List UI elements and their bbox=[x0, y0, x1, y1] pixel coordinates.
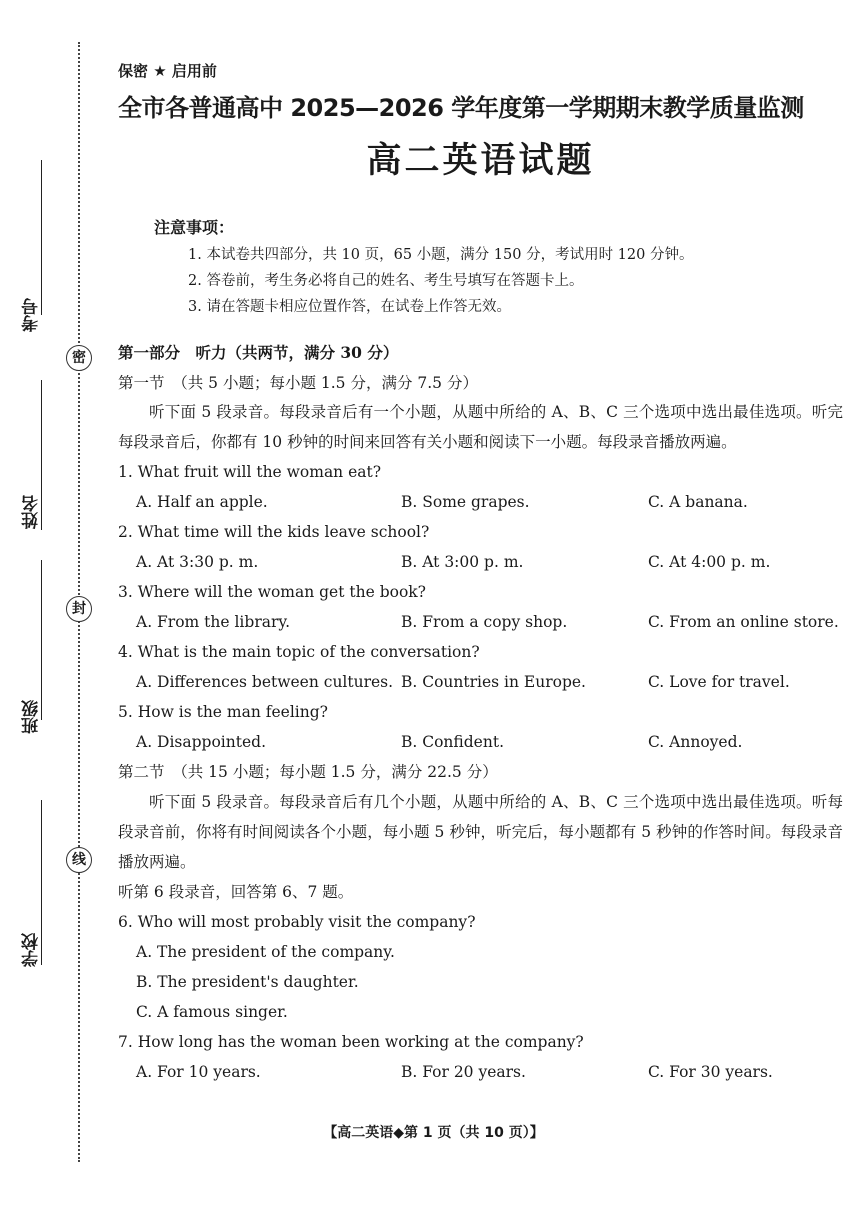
option-b: B. The president's daughter. bbox=[136, 973, 359, 991]
option-c: C. Love for travel. bbox=[648, 673, 790, 691]
notice-item: 3. 请在答题卡相应位置作答，在试卷上作答无效。 bbox=[188, 299, 511, 315]
question-4: 4. What is the main topic of the conversation? bbox=[118, 643, 480, 661]
part1-title: 第一部分 听力（共两节，满分 30 分） bbox=[118, 343, 399, 362]
option-b: B. For 20 years. bbox=[401, 1063, 526, 1081]
option-a: A. Half an apple. bbox=[136, 493, 268, 511]
question-1: 1. What fruit will the woman eat? bbox=[118, 463, 382, 481]
question-5: 5. How is the man feeling? bbox=[118, 703, 328, 721]
recording-6-instruction: 听第 6 段录音，回答第 6、7 题。 bbox=[118, 883, 354, 901]
seal-char-mi: 密 bbox=[66, 345, 92, 371]
option-b: B. Some grapes. bbox=[401, 493, 530, 511]
question-3: 3. Where will the woman get the book? bbox=[118, 583, 426, 601]
option-a: A. Disappointed. bbox=[136, 733, 266, 751]
option-c: C. At 4:00 p. m. bbox=[648, 553, 771, 571]
options-3 bbox=[118, 607, 843, 637]
notice-item: 1. 本试卷共四部分，共 10 页，65 小题，满分 150 分，考试用时 120 分钟。 bbox=[188, 247, 694, 263]
section2-title: 第二节 （共 15 小题；每小题 1.5 分，满分 22.5 分） bbox=[118, 763, 498, 781]
option-a: A. At 3:30 p. m. bbox=[136, 553, 259, 571]
question-2: 2. What time will the kids leave school? bbox=[118, 523, 430, 541]
section1-title: 第一节 （共 5 小题；每小题 1.5 分，满分 7.5 分） bbox=[118, 374, 478, 392]
option-c: C. From an online store. bbox=[648, 613, 839, 631]
options-5 bbox=[118, 727, 843, 757]
question-6: 6. Who will most probably visit the company? bbox=[118, 913, 476, 931]
section2-instructions: 听下面 5 段录音。每段录音后有几个小题，从题中所给的 A、B、C 三个选项中选出最佳选项。听每段录音前，你将有时间阅读各个小题，每小题 5 秒钟，听完后，每小题都有 5 秒钟的作答时间。每段录音播放两遍。 bbox=[118, 793, 843, 871]
subject-title: 高二英语试题 bbox=[366, 141, 595, 181]
exam-page bbox=[118, 60, 843, 1087]
option-b: B. At 3:00 p. m. bbox=[401, 553, 524, 571]
options-4 bbox=[118, 667, 843, 697]
option-a: A. The president of the company. bbox=[136, 943, 395, 961]
option-b: B. Countries in Europe. bbox=[401, 673, 586, 691]
question-7: 7. How long has the woman been working at the company? bbox=[118, 1033, 584, 1051]
option-c: C. For 30 years. bbox=[648, 1063, 773, 1081]
school-label: 学校 bbox=[22, 933, 42, 967]
options-2 bbox=[118, 547, 843, 577]
option-c: C. A famous singer. bbox=[136, 1003, 288, 1021]
option-a: A. Differences between cultures. bbox=[136, 673, 394, 691]
exam-number-label: 考号 bbox=[22, 298, 42, 332]
class-line bbox=[41, 560, 42, 720]
option-a: A. From the library. bbox=[136, 613, 291, 631]
seal-char-feng: 封 bbox=[66, 596, 92, 622]
option-b: B. From a copy shop. bbox=[401, 613, 568, 631]
seal-char-xian: 线 bbox=[66, 847, 92, 873]
options-1 bbox=[118, 487, 843, 517]
page-footer: 【高二英语◆第 1 页（共 10 页）】 bbox=[323, 1125, 544, 1141]
option-a: A. For 10 years. bbox=[136, 1063, 261, 1081]
notice-item: 2. 答卷前，考生务必将自己的姓名、考生号填写在答题卡上。 bbox=[188, 273, 584, 289]
name-label: 姓名 bbox=[22, 495, 42, 529]
option-c: C. Annoyed. bbox=[648, 733, 743, 751]
option-b: B. Confident. bbox=[401, 733, 504, 751]
exam-title: 全市各普通高中 2025—2026 学年度第一学期期末教学质量监测 bbox=[118, 94, 804, 122]
options-7 bbox=[118, 1057, 843, 1087]
confidential-mark: 保密 ★ 启用前 bbox=[118, 62, 217, 80]
notice-title: 注意事项： bbox=[154, 218, 235, 237]
option-c: C. A banana. bbox=[648, 493, 748, 511]
exam-number-line bbox=[41, 160, 42, 315]
section1-instructions: 听下面 5 段录音。每段录音后有一个小题，从题中所给的 A、B、C 三个选项中选出最佳选项。听完每段录音后，你都有 10 秒钟的时间来回答有关小题和阅读下一小题。每段录音播放两遍。 bbox=[118, 403, 843, 451]
class-label: 班级 bbox=[22, 700, 42, 734]
